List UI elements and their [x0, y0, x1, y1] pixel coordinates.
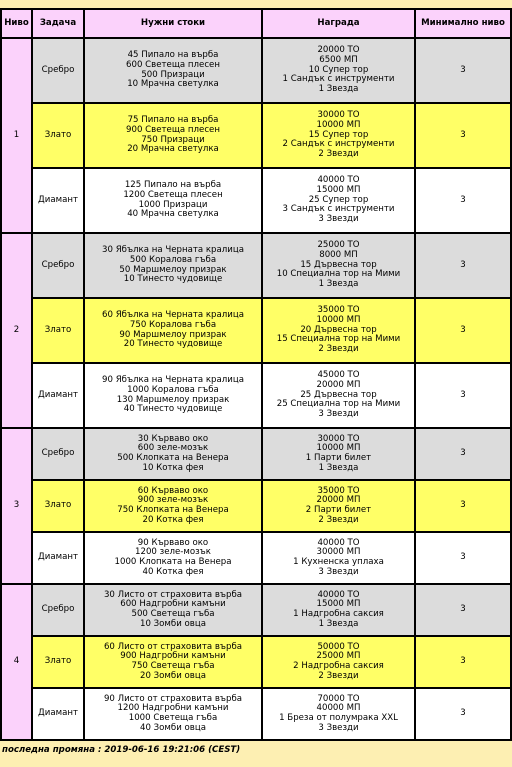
task-cell: Диамант	[32, 168, 84, 233]
reward-cell	[262, 363, 415, 428]
goods-cell	[84, 428, 262, 480]
goods-line: 10 Котка фея	[142, 462, 204, 473]
goods-line: 20 Мрачна светулка	[127, 144, 219, 155]
reward-line: 30000 ТО	[317, 433, 360, 444]
reward-line: 15000 МП	[316, 185, 361, 196]
reward-line: 25 Дървесна тор	[300, 389, 377, 400]
goods-line: 1200 зеле-мозък	[135, 547, 211, 558]
min-level-cell: 3	[415, 363, 511, 428]
reward-line: 3 Звезди	[318, 213, 359, 224]
reward-line: 2 Парти билет	[305, 505, 372, 515]
level-cell: 3	[1, 428, 32, 584]
task-cell: Злато	[32, 103, 84, 168]
reward-cell	[262, 103, 415, 168]
goods-line: 1200 Светеща плесен	[123, 189, 223, 200]
goods-line: 130 Маршмелоу призрак	[116, 394, 230, 405]
table-row	[1, 363, 511, 428]
reward-line: 6500 МП	[319, 55, 358, 66]
table-row	[1, 428, 511, 480]
reward-cell	[262, 636, 415, 688]
min-level-cell: 3	[415, 233, 511, 298]
reward-line: 20 Дървесна тор	[300, 324, 377, 335]
table-row	[1, 168, 511, 233]
table-row	[1, 103, 511, 168]
reward-line: 10 Супер тор	[308, 64, 369, 75]
goods-line: 500 Призраци	[141, 69, 205, 80]
reward-line: 1 Кухненска уплаха	[293, 557, 384, 567]
goods-line: 750 Клопката на Венера	[117, 505, 229, 515]
reward-line: 20000 ТО	[317, 45, 360, 56]
min-level-cell: 3	[415, 480, 511, 532]
goods-line: 30 Ябълка на Черната кралица	[102, 245, 244, 256]
reward-line: 70000 ТО	[317, 693, 360, 704]
reward-line: 2 Звезди	[318, 670, 359, 681]
goods-line: 750 Коралова гъба	[129, 319, 217, 330]
reward-cell	[262, 428, 415, 480]
reward-line: 10000 МП	[316, 120, 361, 131]
reward-line: 1 Звезда	[318, 83, 359, 94]
reward-line: 40000 МП	[316, 703, 361, 714]
min-level-cell: 3	[415, 168, 511, 233]
reward-line: 2 Надгробна саксия	[293, 661, 384, 671]
min-level-cell: 3	[415, 688, 511, 740]
goods-line: 40 Котка фея	[142, 566, 204, 577]
goods-line: 600 зеле-мозък	[137, 443, 209, 454]
header-level: Ниво	[1, 9, 32, 38]
reward-line: 3 Звезди	[318, 566, 359, 577]
goods-line: 1000 Светеща гъба	[128, 713, 218, 723]
goods-line: 500 Светеща гъба	[131, 609, 215, 619]
table-header-row	[1, 9, 511, 38]
reward-line: 1 Звезда	[318, 278, 359, 289]
level-cell: 4	[1, 584, 32, 740]
goods-line: 75 Пипало на върба	[127, 115, 219, 126]
goods-line: 125 Пипало на върба	[124, 180, 222, 191]
reward-line: 15 Специална тор на Мими	[276, 334, 401, 345]
table-row	[1, 38, 511, 103]
reward-line: 40000 ТО	[317, 537, 360, 548]
reward-line: 30000 ТО	[317, 110, 360, 121]
reward-line: 20000 МП	[316, 495, 361, 506]
task-cell: Злато	[32, 298, 84, 363]
reward-line: 15 Дървесна тор	[300, 259, 377, 270]
reward-line: 2 Сандък с инструменти	[282, 139, 395, 150]
min-level-cell: 3	[415, 38, 511, 103]
reward-line: 1 Бреза от полумрака XXL	[279, 713, 398, 723]
table-row	[1, 233, 511, 298]
goods-line: 45 Пипало на върба	[127, 50, 219, 61]
goods-line: 1200 Надгробни камъни	[117, 703, 229, 714]
task-cell: Сребро	[32, 584, 84, 636]
reward-line: 20000 МП	[316, 380, 361, 391]
goods-cell	[84, 168, 262, 233]
reward-line: 45000 ТО	[317, 370, 360, 381]
header-task: Задача	[32, 9, 84, 38]
goods-line: 90 Кърваво око	[137, 537, 209, 548]
level-cell: 1	[1, 38, 32, 233]
reward-cell	[262, 298, 415, 363]
goods-cell	[84, 480, 262, 532]
goods-line: 20 Зомби овца	[140, 670, 206, 681]
task-cell: Диамант	[32, 363, 84, 428]
reward-line: 1 Надгробна саксия	[293, 609, 384, 619]
reward-line: 50000 ТО	[317, 641, 360, 652]
table-row	[1, 298, 511, 363]
reward-line: 1 Парти билет	[305, 453, 372, 463]
reward-line: 25000 ТО	[317, 240, 360, 251]
goods-cell	[84, 233, 262, 298]
goods-line: 10 Зомби овца	[140, 618, 206, 629]
table-row	[1, 532, 511, 584]
reward-line: 25000 МП	[316, 651, 361, 662]
header-goods: Нужни стоки	[84, 9, 262, 38]
goods-line: 20 Котка фея	[142, 514, 204, 525]
task-cell: Злато	[32, 480, 84, 532]
goods-line: 90 Ябълка на Черната кралица	[102, 375, 244, 386]
reward-line: 40000 ТО	[317, 589, 360, 600]
goods-line: 750 Светеща гъба	[131, 661, 215, 671]
goods-line: 1000 Клопката на Венера	[114, 557, 232, 567]
reward-line: 1 Звезда	[318, 618, 359, 629]
goods-line: 60 Листо от страховита върба	[103, 641, 243, 652]
reward-cell	[262, 168, 415, 233]
goods-cell	[84, 38, 262, 103]
goods-line: 90 Маршмелоу призрак	[119, 329, 227, 340]
reward-cell	[262, 532, 415, 584]
level-cell: 2	[1, 233, 32, 428]
goods-line: 500 Коралова гъба	[129, 254, 217, 265]
task-cell: Сребро	[32, 38, 84, 103]
reward-line: 3 Звезди	[318, 408, 359, 419]
reward-line: 3 Сандък с инструменти	[282, 204, 395, 215]
goods-line: 900 зеле-мозък	[137, 495, 209, 506]
header-reward: Награда	[262, 9, 415, 38]
reward-line: 40000 ТО	[317, 175, 360, 186]
reward-cell	[262, 584, 415, 636]
goods-line: 10 Тинесто чудовище	[123, 274, 223, 285]
table-row	[1, 688, 511, 740]
reward-line: 10 Специална тор на Мими	[276, 269, 401, 280]
reward-cell	[262, 233, 415, 298]
goods-line: 30 Кърваво око	[137, 433, 209, 444]
table-row	[1, 636, 511, 688]
goods-line: 900 Светеща плесен	[126, 124, 220, 135]
goods-line: 60 Кърваво око	[137, 485, 209, 496]
task-cell: Сребро	[32, 233, 84, 298]
goods-line: 90 Листо от страховита върба	[103, 693, 243, 704]
goods-line: 900 Надгробни камъни	[120, 651, 226, 662]
goods-cell	[84, 636, 262, 688]
reward-line: 1 Звезда	[318, 462, 359, 473]
min-level-cell: 3	[415, 428, 511, 480]
reward-line: 35000 ТО	[317, 305, 360, 316]
goods-line: 600 Светеща плесен	[126, 59, 220, 70]
quest-table	[0, 8, 512, 741]
goods-line: 40 Мрачна светулка	[127, 209, 219, 220]
reward-line: 1 Сандък с инструменти	[282, 74, 395, 85]
reward-line: 2 Звезди	[318, 343, 359, 354]
goods-line: 10 Мрачна светулка	[127, 79, 219, 90]
goods-line: 60 Ябълка на Черната кралица	[102, 310, 244, 321]
task-cell: Диамант	[32, 688, 84, 740]
reward-line: 15 Супер тор	[308, 129, 369, 140]
goods-line: 1000 Призраци	[138, 199, 208, 210]
table-row	[1, 480, 511, 532]
table-row	[1, 584, 511, 636]
goods-line: 500 Клопката на Венера	[117, 453, 229, 463]
goods-line: 40 Тинесто чудовище	[123, 404, 223, 415]
task-cell: Сребро	[32, 428, 84, 480]
reward-cell	[262, 688, 415, 740]
reward-line: 25 Супер тор	[308, 194, 369, 205]
goods-line: 600 Надгробни камъни	[120, 599, 226, 610]
last-modified-footer: последна промяна : 2019-06-16 19:21:06 (CEST)	[2, 745, 241, 755]
reward-cell	[262, 480, 415, 532]
goods-cell	[84, 532, 262, 584]
reward-line: 8000 МП	[319, 250, 358, 261]
task-cell: Злато	[32, 636, 84, 688]
goods-line: 30 Листо от страховита върба	[103, 589, 243, 600]
reward-line: 35000 ТО	[317, 485, 360, 496]
header-min-level: Минимално ниво	[415, 9, 511, 38]
goods-cell	[84, 103, 262, 168]
reward-line: 10000 МП	[316, 315, 361, 326]
reward-line: 25 Специална тор на Мими	[276, 399, 401, 410]
goods-line: 20 Тинесто чудовище	[123, 339, 223, 350]
min-level-cell: 3	[415, 298, 511, 363]
reward-line: 30000 МП	[316, 547, 361, 558]
table-body	[1, 38, 511, 740]
goods-line: 1000 Коралова гъба	[127, 384, 219, 395]
reward-cell	[262, 38, 415, 103]
goods-line: 40 Зомби овца	[140, 722, 206, 733]
task-cell: Диамант	[32, 532, 84, 584]
min-level-cell: 3	[415, 103, 511, 168]
reward-line: 2 Звезди	[318, 514, 359, 525]
goods-cell	[84, 688, 262, 740]
goods-cell	[84, 584, 262, 636]
min-level-cell: 3	[415, 532, 511, 584]
reward-line: 10000 МП	[316, 443, 361, 454]
goods-line: 50 Маршмелоу призрак	[119, 264, 227, 275]
min-level-cell: 3	[415, 584, 511, 636]
min-level-cell: 3	[415, 636, 511, 688]
goods-cell	[84, 298, 262, 363]
reward-line: 15000 МП	[316, 599, 361, 610]
goods-line: 750 Призраци	[141, 134, 205, 145]
reward-line: 2 Звезди	[318, 148, 359, 159]
goods-cell	[84, 363, 262, 428]
reward-line: 3 Звезди	[318, 722, 359, 733]
